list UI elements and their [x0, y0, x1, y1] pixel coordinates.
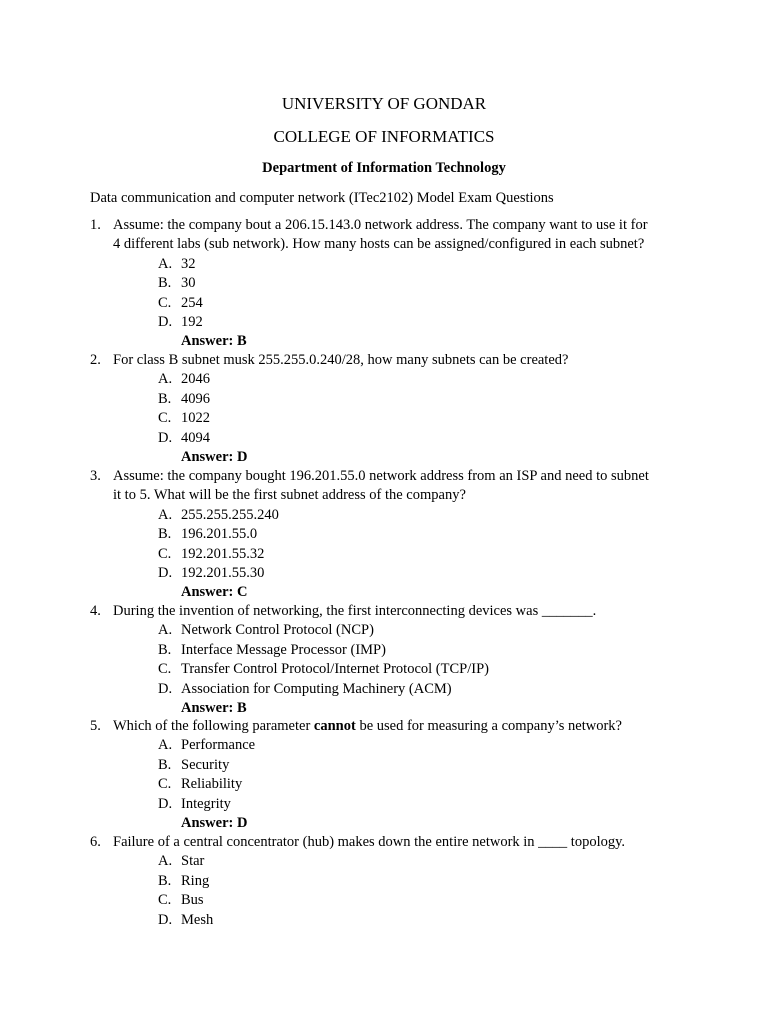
question-2: [90, 351, 690, 467]
option-d: [90, 680, 690, 699]
answer-text: Answer: C: [181, 584, 248, 601]
answer-text: Answer: D: [181, 814, 248, 831]
question-number: 5.: [90, 718, 101, 734]
option-text: Network Control Protocol (NCP): [181, 622, 374, 639]
option-text: Reliability: [181, 776, 243, 793]
university-title: UNIVERSITY OF GONDAR: [281, 94, 487, 113]
option-text: Transfer Control Protocol/Internet Protocol (TCP/IP): [181, 661, 489, 678]
option-letter: D.: [158, 911, 173, 928]
option-letter: B.: [158, 641, 172, 658]
option-a: [90, 370, 690, 389]
option-letter: C.: [158, 776, 172, 793]
question-text-line: Failure of a central concentrator (hub) makes down the entire network in ____ topology.: [113, 834, 626, 850]
option-text: 255.255.255.240: [181, 506, 279, 523]
option-text: 192: [181, 313, 203, 330]
question-text-part: be used for measuring a company’s network?: [355, 718, 622, 734]
option-letter: B.: [158, 275, 172, 292]
option-letter: B.: [158, 526, 172, 543]
option-a: [90, 506, 690, 525]
question-text-part: Which of the following parameter: [113, 718, 314, 734]
question-number: 6.: [90, 834, 101, 850]
answer-line: [90, 699, 690, 718]
option-letter: A.: [158, 622, 173, 639]
option-text: 4096: [181, 390, 210, 407]
option-text: 196.201.55.0: [181, 526, 258, 543]
option-d: [90, 795, 690, 814]
option-letter: B.: [158, 756, 172, 773]
option-b: [90, 641, 690, 660]
option-letter: C.: [158, 545, 172, 562]
option-b: [90, 390, 690, 409]
option-text: Association for Computing Machinery (ACM): [181, 680, 452, 697]
option-letter: A.: [158, 737, 173, 754]
option-letter: A.: [158, 371, 173, 388]
option-letter: B.: [158, 390, 172, 407]
question-text-line: it to 5. What will be the first subnet address of the company?: [113, 487, 466, 504]
option-letter: D.: [158, 795, 173, 812]
option-c: [90, 294, 690, 313]
option-text: Ring: [181, 872, 210, 889]
option-letter: C.: [158, 892, 172, 909]
option-text: Interface Message Processor (IMP): [181, 641, 386, 658]
option-d: [90, 313, 690, 332]
department-heading: Department of Information Technology: [262, 160, 506, 176]
option-text: Star: [181, 853, 205, 870]
option-text: Security: [181, 756, 230, 773]
option-text: 1022: [181, 410, 210, 427]
question-text-line: [113, 717, 622, 736]
option-letter: C.: [158, 410, 172, 427]
option-letter: D.: [158, 680, 173, 697]
question-6: [90, 833, 690, 930]
question-text-line: During the invention of networking, the first interconnecting devices was _______.: [113, 603, 597, 619]
emphasis-word: cannot: [313, 718, 356, 734]
option-text: 2046: [181, 371, 210, 388]
question-number: 3.: [90, 468, 101, 484]
option-b: [90, 274, 690, 293]
question-4: [90, 602, 690, 718]
option-c: [90, 660, 690, 679]
option-b: [90, 756, 690, 775]
option-text: Integrity: [181, 795, 231, 812]
option-letter: C.: [158, 661, 172, 678]
question-number: 1.: [90, 217, 101, 233]
question-text-line: 4 different labs (sub network). How many hosts can be assigned/configured in each subnet?: [113, 236, 645, 253]
option-b: [90, 525, 690, 544]
option-a: [90, 736, 690, 755]
answer-line: [90, 583, 690, 602]
option-c: [90, 545, 690, 564]
option-text: Performance: [181, 737, 256, 754]
option-letter: B.: [158, 872, 172, 889]
option-letter: D.: [158, 429, 173, 446]
exam-intro: Data communication and computer network (ITec2102) Model Exam Questions: [90, 190, 554, 206]
option-a: [90, 852, 690, 871]
answer-text: Answer: D: [181, 448, 248, 465]
question-number: 2.: [90, 352, 101, 368]
option-letter: A.: [158, 255, 173, 272]
question-1: [90, 216, 690, 352]
answer-line: [90, 814, 690, 833]
option-text: 254: [181, 294, 203, 311]
option-text: Mesh: [181, 911, 214, 928]
option-d: [90, 564, 690, 583]
option-letter: D.: [158, 564, 173, 581]
answer-text: Answer: B: [181, 699, 247, 716]
question-number: 4.: [90, 603, 101, 619]
option-letter: C.: [158, 294, 172, 311]
answer-text: Answer: B: [181, 333, 247, 350]
question-5: [90, 717, 690, 833]
question-3: [90, 467, 690, 603]
option-text: 32: [181, 255, 196, 272]
question-text-line: Assume: the company bout a 206.15.143.0 network address. The company want to use it for: [113, 217, 648, 233]
option-text: 192.201.55.32: [181, 545, 265, 562]
option-d: [90, 911, 690, 930]
question-text-line: For class B subnet musk 255.255.0.240/28, how many subnets can be created?: [113, 352, 569, 368]
college-title: COLLEGE OF INFORMATICS: [273, 127, 495, 146]
option-b: [90, 872, 690, 891]
option-a: [90, 255, 690, 274]
option-text: Bus: [181, 892, 204, 909]
option-letter: D.: [158, 313, 173, 330]
option-c: [90, 409, 690, 428]
option-d: [90, 429, 690, 448]
option-c: [90, 775, 690, 794]
option-text: 192.201.55.30: [181, 564, 265, 581]
option-text: 4094: [181, 429, 210, 446]
question-text-line: Assume: the company bought 196.201.55.0 network address from an ISP and need to subnet: [113, 468, 649, 484]
option-letter: A.: [158, 853, 173, 870]
option-c: [90, 891, 690, 910]
option-letter: A.: [158, 506, 173, 523]
option-a: [90, 621, 690, 640]
answer-line: [90, 332, 690, 351]
answer-line: [90, 448, 690, 467]
option-text: 30: [181, 275, 196, 292]
